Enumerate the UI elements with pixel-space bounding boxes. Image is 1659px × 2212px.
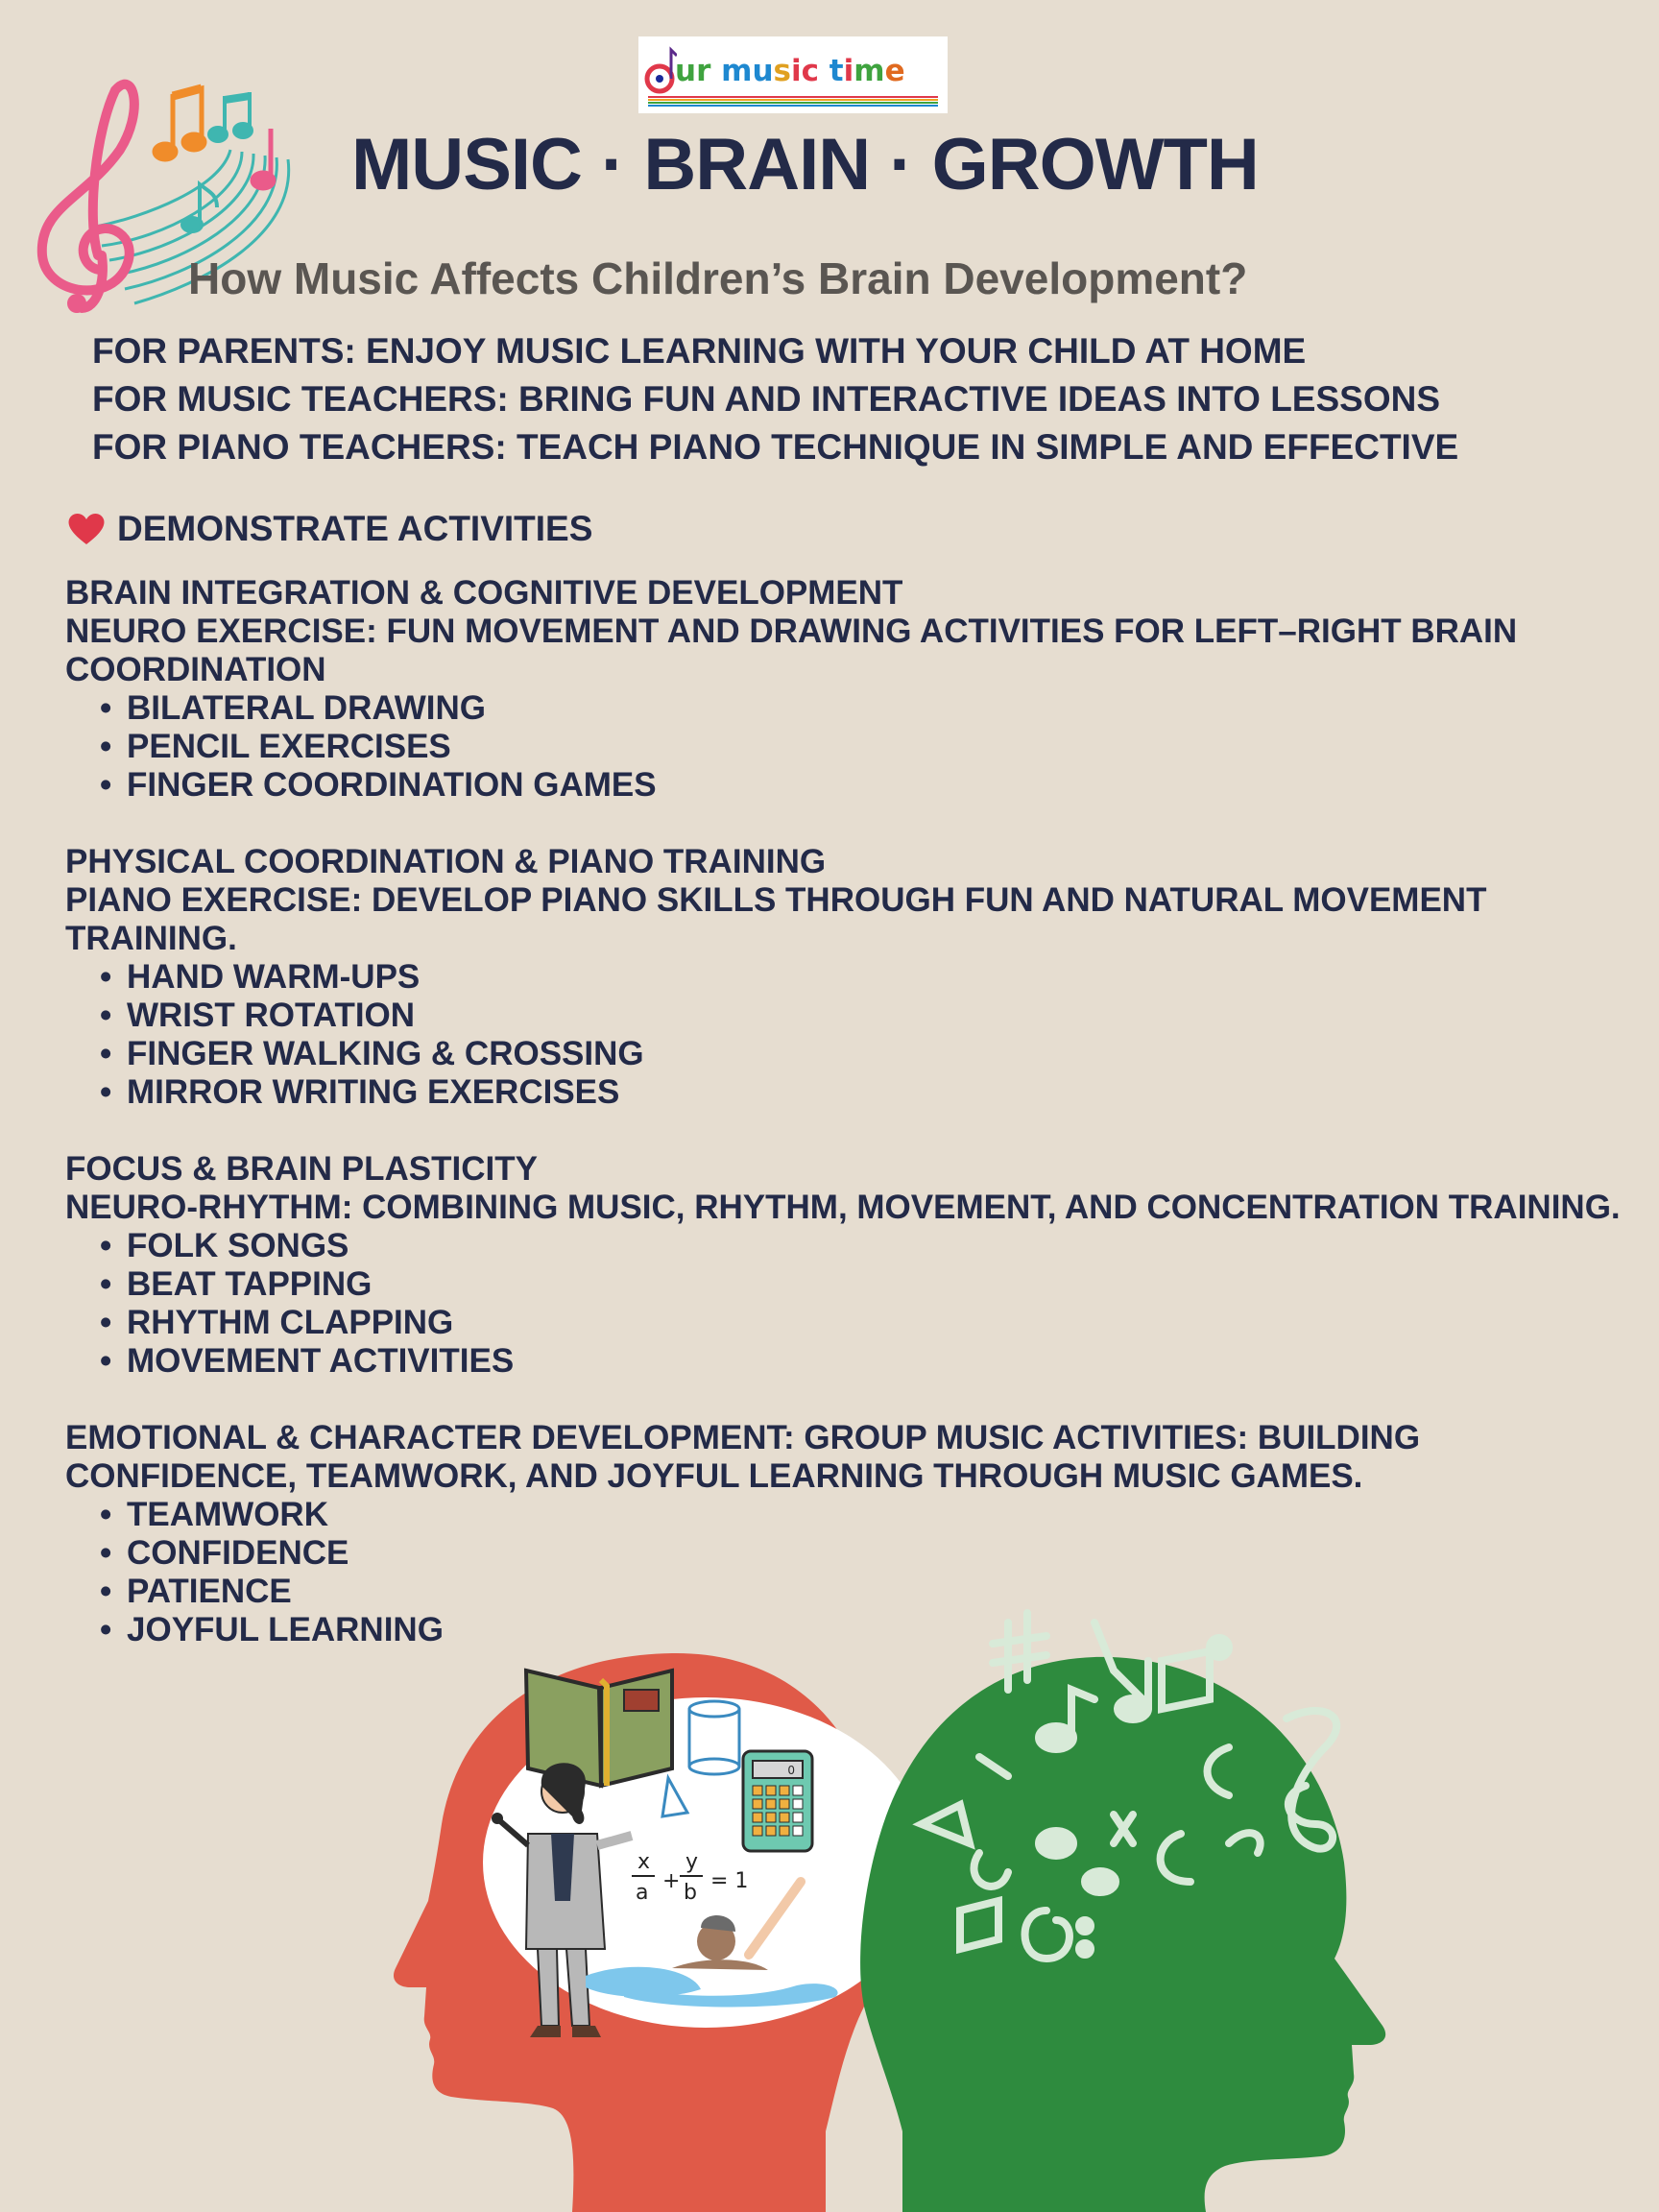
activity-sections bbox=[65, 574, 1640, 1688]
list-item: • BEAT TAPPING bbox=[127, 1265, 1640, 1304]
list-item: • JOYFUL LEARNING bbox=[127, 1611, 1640, 1649]
section-physical-coordination bbox=[65, 843, 1640, 1112]
section-focus-plasticity bbox=[65, 1150, 1640, 1381]
list-item: • WRIST ROTATION bbox=[127, 997, 1640, 1035]
list-item: • BILATERAL DRAWING bbox=[127, 689, 1640, 728]
svg-text:y: y bbox=[685, 1850, 699, 1874]
svg-text:= 1: = 1 bbox=[710, 1869, 749, 1893]
section-description: NEURO-RHYTHM: COMBINING MUSIC, RHYTHM, MOVEMENT, AND CONCENTRATION TRAINING. bbox=[65, 1189, 1621, 1226]
demo-heading bbox=[67, 509, 592, 549]
section-description: EMOTIONAL & CHARACTER DEVELOPMENT: GROUP MUSIC ACTIVITIES: BUILDING CONFIDENCE, TEAMWORK, AND JOYFUL LEARNING THROUGH MUSIC GAMES. bbox=[65, 1419, 1421, 1495]
list-item: • RHYTHM CLAPPING bbox=[127, 1304, 1640, 1342]
section-items bbox=[65, 1227, 1640, 1381]
page-subtitle: How Music Affects Children’s Brain Development? bbox=[188, 253, 1248, 303]
svg-text:b: b bbox=[684, 1881, 697, 1905]
list-item: • PENCIL EXERCISES bbox=[127, 728, 1640, 766]
section-description: NEURO EXERCISE: FUN MOVEMENT AND DRAWING ACTIVITIES FOR LEFT–RIGHT BRAIN COORDINATION bbox=[65, 613, 1518, 688]
section-items bbox=[65, 689, 1640, 805]
list-item: • FINGER COORDINATION GAMES bbox=[127, 766, 1640, 805]
section-title: PHYSICAL COORDINATION & PIANO TRAINING bbox=[65, 843, 827, 880]
section-brain-integration bbox=[65, 574, 1640, 805]
list-item: • HAND WARM-UPS bbox=[127, 958, 1640, 997]
section-title: BRAIN INTEGRATION & COGNITIVE DEVELOPMENT bbox=[65, 574, 903, 612]
calculator-icon bbox=[743, 1751, 812, 1851]
list-item: • MOVEMENT ACTIVITIES bbox=[127, 1342, 1640, 1381]
list-item: • CONFIDENCE bbox=[127, 1534, 1640, 1573]
svg-text:+: + bbox=[662, 1869, 681, 1893]
heart-icon bbox=[67, 512, 106, 546]
section-items bbox=[65, 958, 1640, 1112]
logo-note-icon bbox=[644, 46, 677, 96]
audience-piano-teachers: FOR PIANO TEACHERS: TEACH PIANO TECHNIQUE IN SIMPLE AND EFFECTIVE bbox=[92, 427, 1459, 467]
svg-text:x: x bbox=[637, 1850, 651, 1874]
list-item: • FOLK SONGS bbox=[127, 1227, 1640, 1265]
brain-heads-illustration bbox=[384, 1594, 1402, 2212]
calc-display: 0 bbox=[787, 1764, 795, 1777]
green-head-silhouette bbox=[860, 1657, 1385, 2212]
list-item: • PATIENCE bbox=[127, 1573, 1640, 1611]
audience-music-teachers: FOR MUSIC TEACHERS: BRING FUN AND INTERACTIVE IDEAS INTO LESSONS bbox=[92, 379, 1441, 419]
svg-text:a: a bbox=[636, 1881, 649, 1905]
logo-rainbow-lines bbox=[648, 96, 938, 108]
section-title: FOCUS & BRAIN PLASTICITY bbox=[65, 1150, 538, 1188]
logo bbox=[638, 36, 948, 113]
demo-heading-label: DEMONSTRATE ACTIVITIES bbox=[117, 509, 593, 548]
list-item: • FINGER WALKING & CROSSING bbox=[127, 1035, 1640, 1073]
list-item: • MIRROR WRITING EXERCISES bbox=[127, 1073, 1640, 1112]
logo-text: ur music time bbox=[675, 54, 905, 88]
audience-list bbox=[92, 327, 1458, 471]
list-item: • TEAMWORK bbox=[127, 1496, 1640, 1534]
audience-parents: FOR PARENTS: ENJOY MUSIC LEARNING WITH YOUR CHILD AT HOME bbox=[92, 331, 1307, 371]
page-title: MUSIC · BRAIN · GROWTH bbox=[351, 124, 1259, 205]
section-description: PIANO EXERCISE: DEVELOP PIANO SKILLS THROUGH FUN AND NATURAL MOVEMENT TRAINING. bbox=[65, 881, 1487, 957]
